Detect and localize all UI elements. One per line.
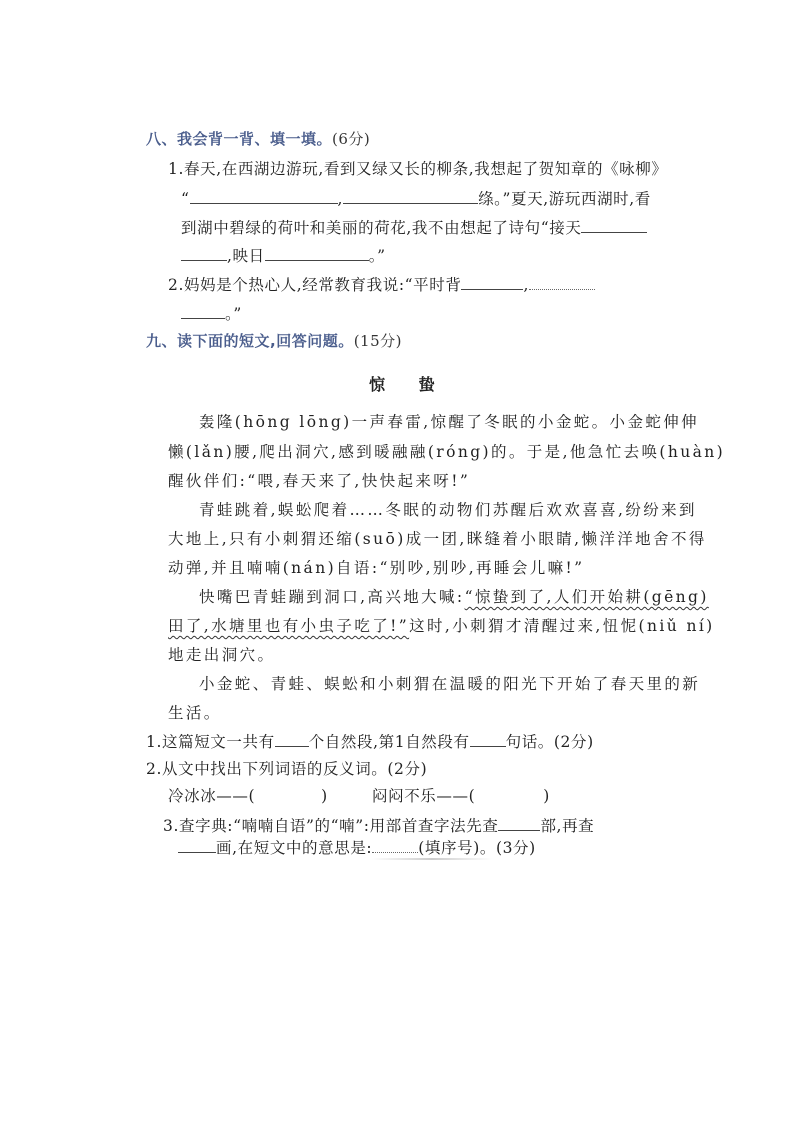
section-9-title <box>146 330 402 351</box>
s8-q2-line1 <box>168 273 595 295</box>
quote-open: “ <box>181 190 190 208</box>
p2-line1: 青蛙跳着,蜈蚣爬着……冬眠的动物们苏醒后欢欢喜喜,纷纷来到 <box>199 501 697 519</box>
blank-saying-3[interactable] <box>181 304 225 319</box>
p4-line1: 小金蛇、青蛙、蜈蚣和小刺猬在温暖的阳光下开始了春天里的新 <box>199 675 701 693</box>
s9-q3-text-a: 3.查字典:“喃喃自语”的“喃”:用部首查字法先查 <box>163 817 499 835</box>
blank-radical[interactable] <box>498 816 540 831</box>
p4-line2: 生活。 <box>168 704 222 722</box>
comma: , <box>523 276 529 294</box>
p2-line3: 动弹,并且喃喃(nán)自语:“别吵,别吵,再睡会儿嘛!” <box>168 559 585 577</box>
p1-line1: 轰隆(hōng lōng)一声春雷,惊醒了冬眠的小金蛇。小金蛇伸伸 <box>199 413 700 431</box>
blank-poem-line3b[interactable] <box>181 246 227 261</box>
antonym-prompt-2: 闷闷不乐——( <box>372 787 476 805</box>
quote-close: 。” <box>225 305 242 323</box>
p1-line3: 醒伙伴们:“喂,春天来了,快快起来呀!” <box>168 472 471 490</box>
p2-line2: 大地上,只有小刺猬还缩(suō)成一团,眯缝着小眼睛,懒洋洋地舍不得 <box>168 530 707 548</box>
blank-sentence-count[interactable] <box>470 732 506 747</box>
section-8-score: (6分) <box>332 130 371 148</box>
comma: , <box>337 190 344 208</box>
section-9-score: (15分) <box>353 332 402 350</box>
section-9-heading: 九、读下面的短文,回答问题。 <box>146 332 354 350</box>
s9-q3-line2 <box>178 836 536 858</box>
s9-q1-text-b: 个自然段,第1自然段有 <box>308 733 470 751</box>
paren-close: ) <box>543 787 550 805</box>
s9-q3-text-c: 画,在短文中的意思是: <box>216 839 373 857</box>
s9-q1-text-c: 句话。(2分) <box>505 733 594 751</box>
p3-line2-text: 这时,小刺猬才清醒过来,忸怩(niǔ ní) <box>409 617 715 635</box>
blank-poem-line4[interactable] <box>265 246 369 261</box>
s9-q2-item1 <box>168 784 328 806</box>
blank-poem-line3a[interactable] <box>581 218 647 233</box>
paren-close: ) <box>321 787 328 805</box>
section-8-heading: 八、我会背一背、填一填。 <box>146 130 333 148</box>
p3-underlined-quote-2: 田了,水塘里也有小虫子吃了!” <box>168 617 410 635</box>
s9-q3-line1 <box>163 814 594 836</box>
s8-q1-line4 <box>181 244 386 266</box>
s9-q2-item2 <box>372 784 550 806</box>
p1-line2: 懒(lǎn)腰,爬出洞穴,感到暖融融(róng)的。于是,他急忙去唤(huàn) <box>168 443 726 461</box>
antonym-prompt-1: 冷冰冰——( <box>168 787 256 805</box>
s8-q2-line2 <box>181 302 242 324</box>
s9-q2: 2.从文中找出下列词语的反义词。(2分) <box>146 760 428 778</box>
scan-smudge <box>372 858 492 860</box>
blank-poem-line1[interactable] <box>190 189 338 204</box>
quote-close: 。” <box>368 247 386 265</box>
s8-q1-line1: 1.春天,在西湖边游玩,看到又绿又长的柳条,我想起了贺知章的《咏柳》 <box>168 160 668 178</box>
blank-stroke-count[interactable] <box>178 838 216 853</box>
s8-q1-line4-text: ,映日 <box>227 247 265 265</box>
p3-underlined-quote-1: “惊蛰到了,人们开始耕(gēng) <box>464 588 709 606</box>
s9-q1 <box>146 730 594 752</box>
s9-q1-text-a: 1.这篇短文一共有 <box>146 733 275 751</box>
blank-saying-2[interactable] <box>529 275 595 290</box>
section-8-title <box>146 128 370 149</box>
passage-title: 惊 蛰 <box>369 375 449 394</box>
s8-q1-line3-text: 到湖中碧绿的荷叶和美丽的荷花,我不由想起了诗句“接天 <box>181 219 582 237</box>
p3-line1-text: 快嘴巴青蛙蹦到洞口,高兴地大喊: <box>199 588 465 606</box>
s9-q3-text-d: (填序号)。(3分) <box>418 839 536 857</box>
blank-meaning[interactable] <box>372 838 418 853</box>
blank-poem-line2[interactable] <box>343 189 478 204</box>
s8-q1-line2 <box>181 187 651 209</box>
p3-line3: 地走出洞穴。 <box>168 646 276 664</box>
p3-line1 <box>199 585 709 607</box>
blank-paragraph-count[interactable] <box>275 732 309 747</box>
s8-q1-line3 <box>181 216 647 238</box>
s9-q3-text-b: 部,再查 <box>540 817 595 835</box>
s8-q2-line1-text: 2.妈妈是个热心人,经常教育我说:“平时背 <box>168 276 462 294</box>
p3-line2 <box>168 614 715 636</box>
s8-q1-line2-tail: 绦。”夏天,游玩西湖时,看 <box>478 190 651 208</box>
blank-saying-1[interactable] <box>461 275 523 290</box>
